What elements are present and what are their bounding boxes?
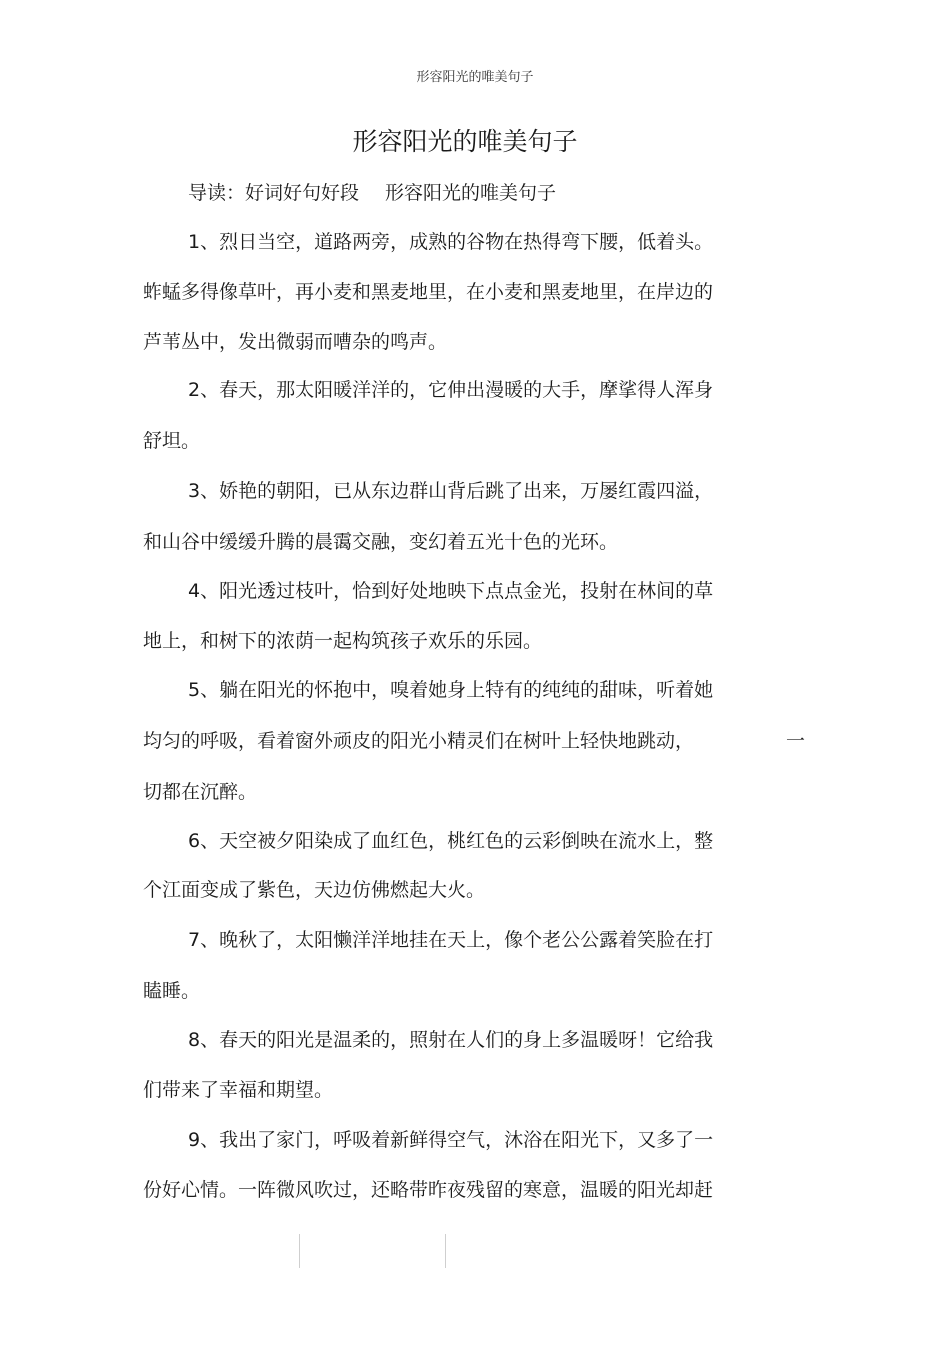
text-line: 7、晚秋了，太阳懒洋洋地挂在天上，像个老公公露着笑脸在打 xyxy=(188,929,714,951)
text-line: 舒坦。 xyxy=(143,430,201,452)
intro-line xyxy=(188,178,556,205)
text-line: 3、娇艳的朝阳，已从东边群山背后跳了出来，万屡红霞四溢， xyxy=(188,480,714,502)
intro-label: 导读：好词好句好段 xyxy=(188,182,360,204)
text-line: 均匀的呼吸，看着窗外顽皮的阳光小精灵们在树叶上轻快地跳动， xyxy=(143,730,695,752)
text-line: 蚱蜢多得像草叶，再小麦和黑麦地里，在小麦和黑麦地里，在岸边的 xyxy=(143,281,714,303)
text-line: 2、春天，那太阳暖洋洋的，它伸出漫暖的大手，摩挲得人浑身 xyxy=(188,379,714,401)
text-line: 1、烈日当空，道路两旁，成熟的谷物在热得弯下腰，低着头。 xyxy=(188,231,714,253)
document-title: 形容阳光的唯美句子 xyxy=(352,127,578,156)
line-trailing-char: 一 xyxy=(786,730,806,752)
intro-topic: 形容阳光的唯美句子 xyxy=(385,182,557,204)
text-line: 地上，和树下的浓荫一起构筑孩子欢乐的乐园。 xyxy=(143,630,543,652)
text-line: 6、天空被夕阳染成了血红色，桃红色的云彩倒映在流水上，整 xyxy=(188,830,714,852)
text-line: 瞌睡。 xyxy=(143,980,201,1002)
text-line: 份好心情。一阵微风吹过，还略带昨夜残留的寒意，温暖的阳光却赶 xyxy=(143,1179,714,1201)
text-line: 5、躺在阳光的怀抱中，嗅着她身上特有的纯纯的甜味，听着她 xyxy=(188,679,714,701)
text-line: 们带来了幸福和期望。 xyxy=(143,1079,334,1101)
page-divider xyxy=(299,1234,300,1268)
text-line: 芦苇丛中，发出微弱而嘈杂的鸣声。 xyxy=(143,331,448,353)
text-line: 4、阳光透过枝叶，恰到好处地映下点点金光，投射在林间的草 xyxy=(188,580,714,602)
text-line: 个江面变成了紫色，天边仿佛燃起大火。 xyxy=(143,879,486,901)
text-line: 9、我出了家门，呼吸着新鲜得空气，沐浴在阳光下，又多了一 xyxy=(188,1129,714,1151)
text-line: 切都在沉醉。 xyxy=(143,781,258,803)
text-line: 和山谷中缓缓升腾的晨霭交融，变幻着五光十色的光环。 xyxy=(143,531,619,553)
running-header: 形容阳光的唯美句子 xyxy=(416,70,534,85)
page-divider xyxy=(445,1234,446,1268)
text-line: 8、春天的阳光是温柔的，照射在人们的身上多温暖呀！它给我 xyxy=(188,1029,714,1051)
